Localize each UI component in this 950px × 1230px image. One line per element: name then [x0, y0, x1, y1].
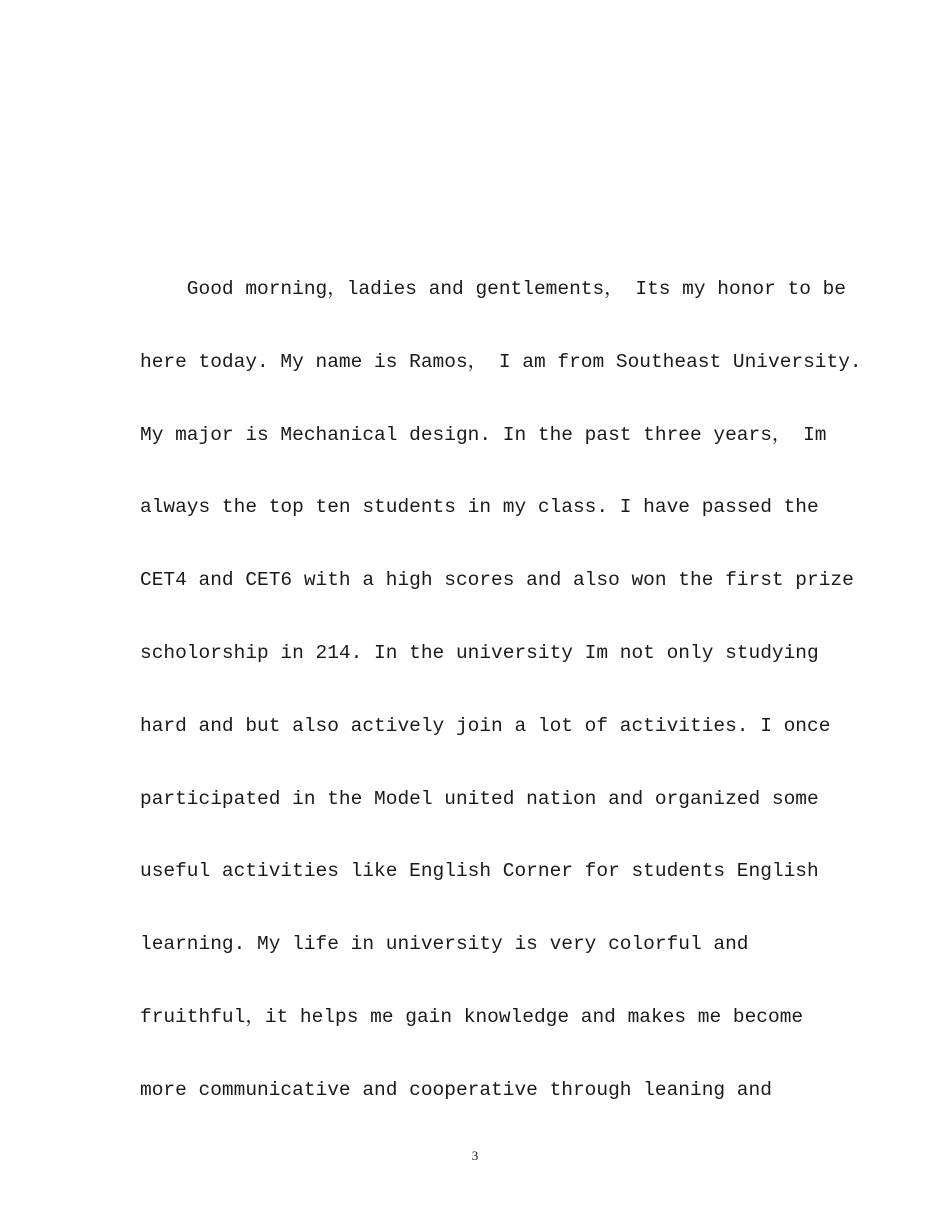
- text-line: participated in the Model united nation and organized some: [140, 787, 819, 810]
- text-line: always the top ten students in my class. I have passed the: [140, 496, 819, 519]
- text-line: learning. My life in university is very colorful and: [140, 933, 749, 956]
- body-text: [140, 270, 862, 1144]
- page-number: 3: [471, 1148, 479, 1163]
- text-line: My major is Mechanical design. In the past three years， Im: [140, 423, 827, 446]
- text-line: hard and but also actively join a lot of activities. I once: [140, 714, 831, 737]
- text-line: scholorship in 214. In the university Im not only studying: [140, 641, 819, 664]
- text-line: useful activities like English Corner for students English: [140, 860, 819, 883]
- text-line: here today. My name is Ramos， I am from Southeast University.: [140, 350, 862, 373]
- text-line: Good morning，ladies and gentlements， Its my honor to be: [140, 278, 847, 300]
- text-line: fruithful，it helps me gain knowledge and makes me become: [140, 1005, 804, 1028]
- text-line: more communicative and cooperative through leaning and: [140, 1078, 772, 1101]
- text-line: CET4 and CET6 with a high scores and also won the first prize: [140, 569, 854, 592]
